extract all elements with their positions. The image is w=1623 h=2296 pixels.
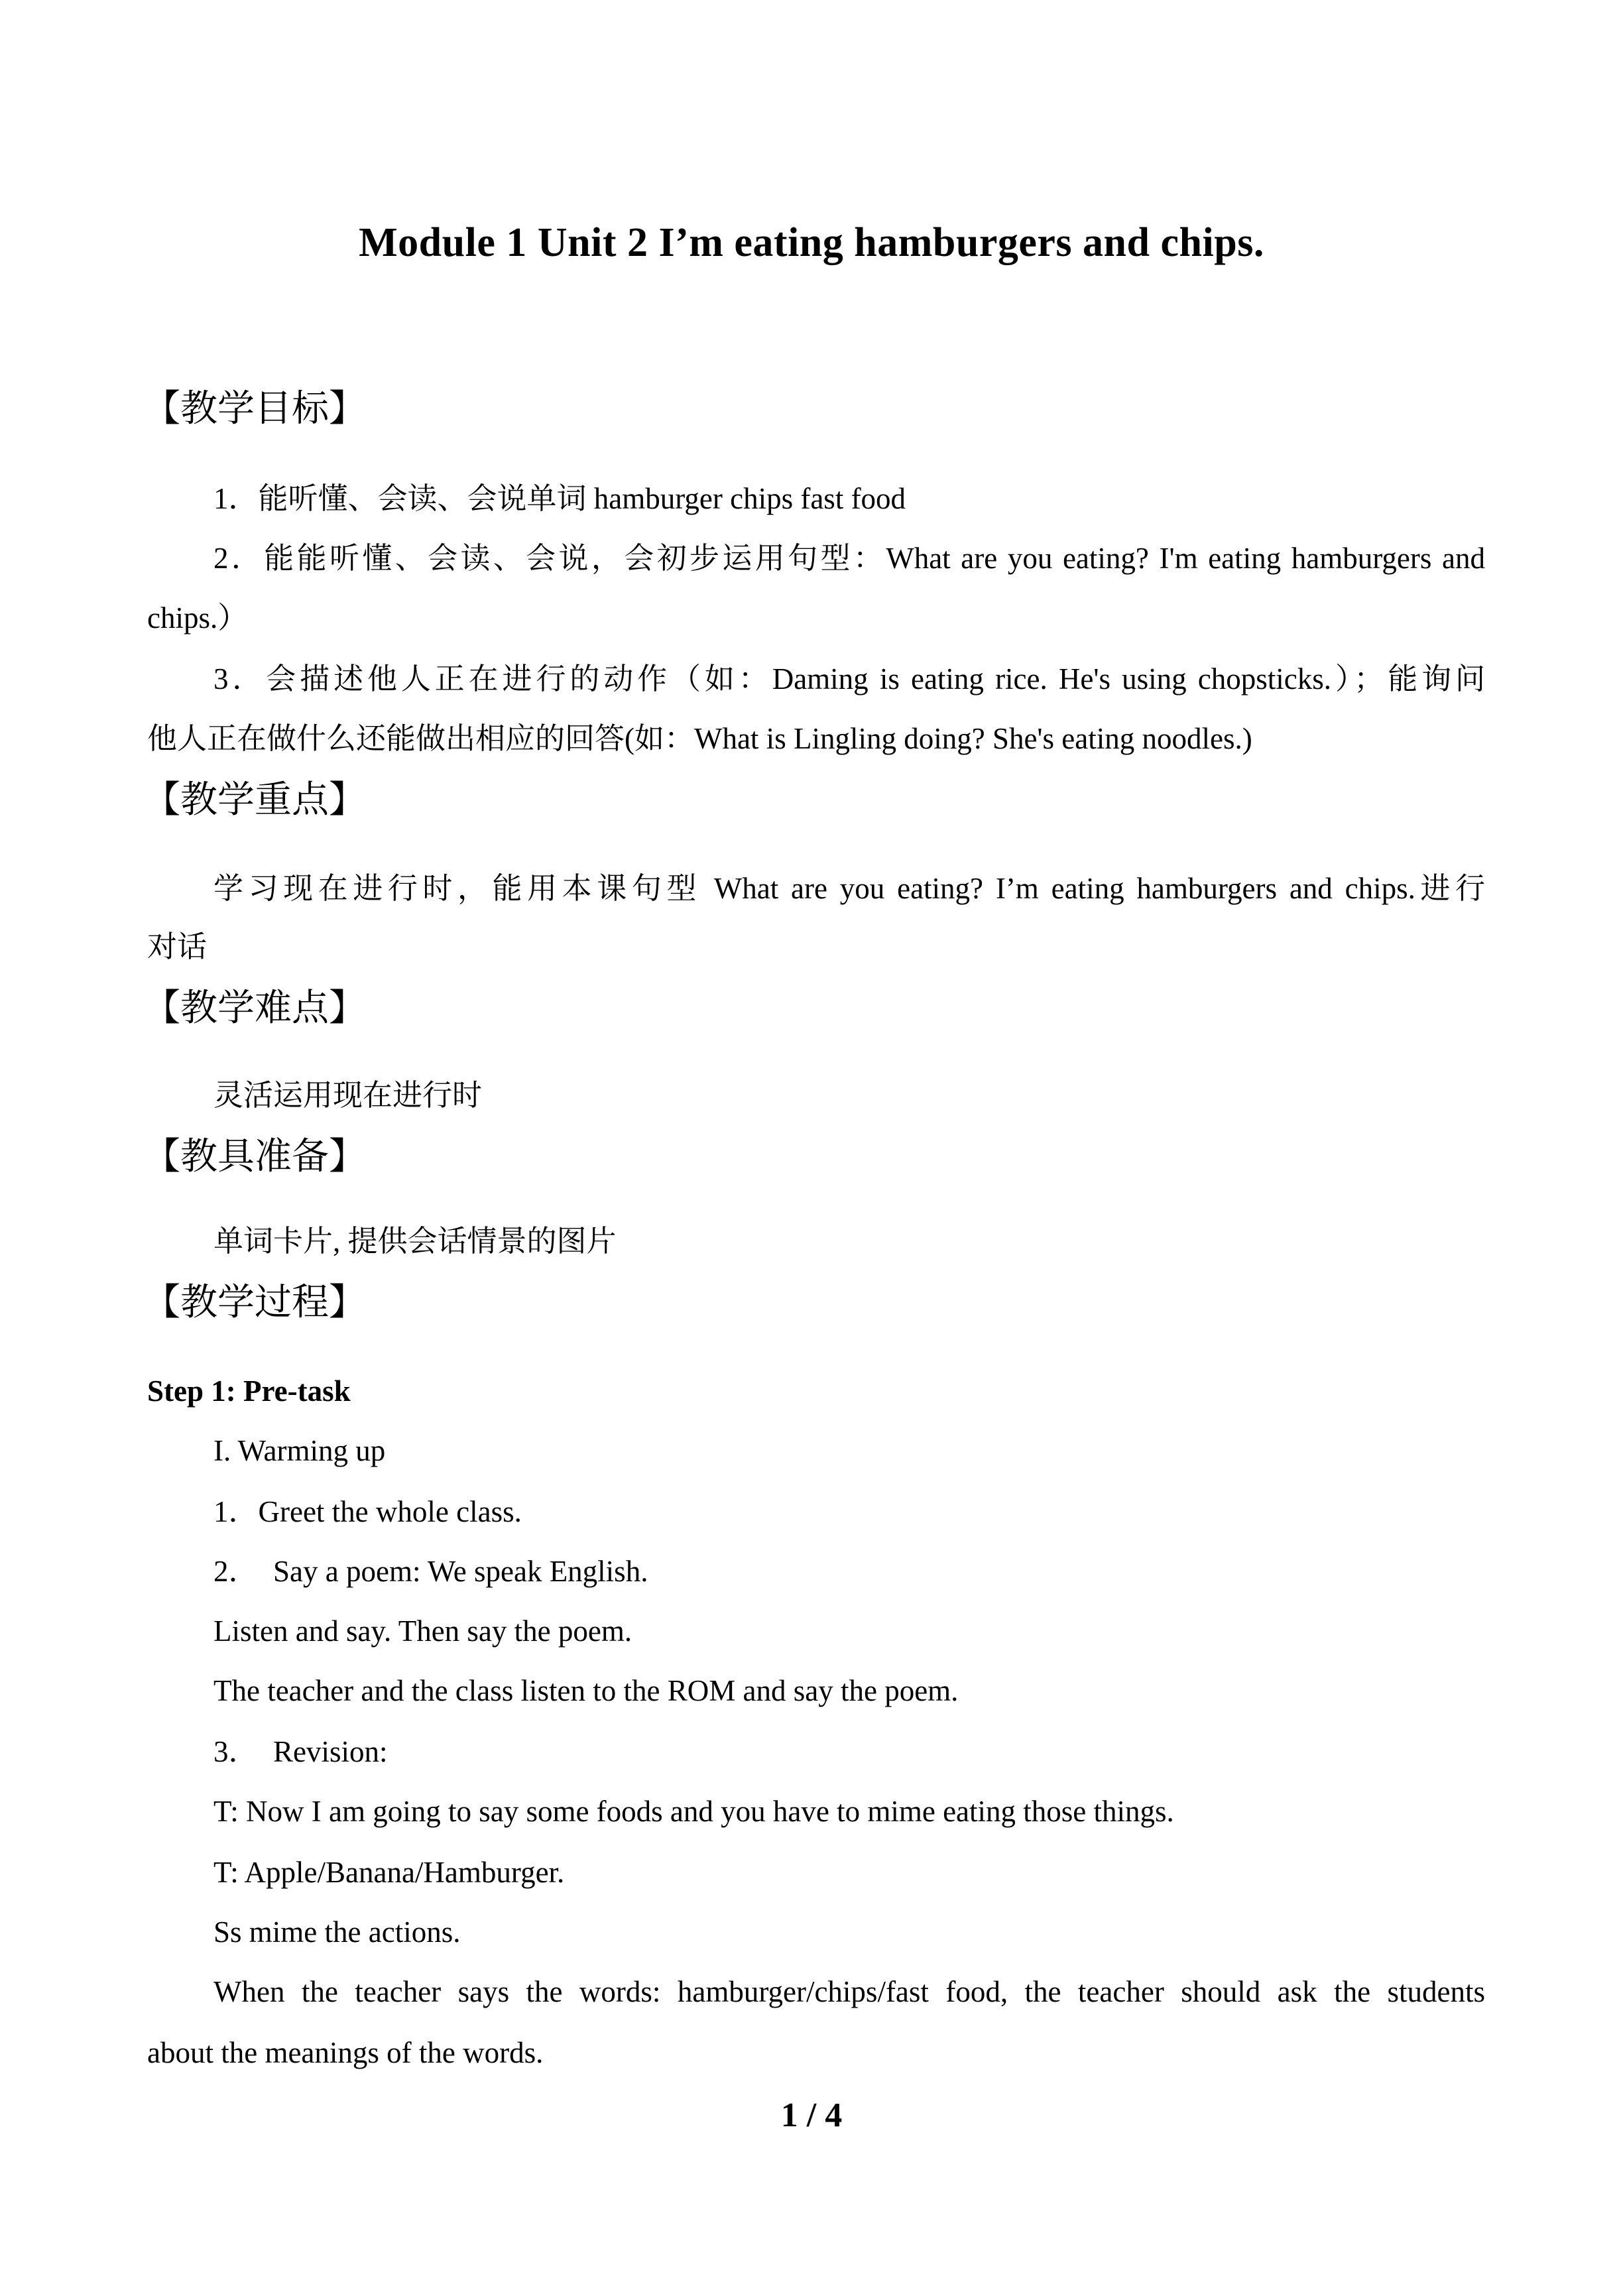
objective-item-1: 1．能听懂、会读、会说单词 hamburger chips fast food (213, 482, 906, 515)
materials-text: 单词卡片, 提供会话情景的图片 (213, 1225, 617, 1258)
page-number: 1 / 4 (780, 2096, 843, 2134)
objective-item-3: 3．会描述他人正在进行的动作（如：Daming is eating rice. He's using chopsticks.）；能询问 (213, 662, 1485, 695)
objective-item-2-continued: chips.） (147, 601, 248, 634)
heading-key-points: 【教学重点】 (143, 778, 366, 821)
heading-objectives: 【教学目标】 (143, 387, 366, 430)
process-line: 2． Say a poem: We speak English. (213, 1555, 648, 1588)
process-line: Listen and say. Then say the poem. (213, 1614, 632, 1648)
heading-materials: 【教具准备】 (143, 1135, 366, 1178)
heading-process: 【教学过程】 (143, 1281, 366, 1324)
process-line: 3． Revision: (213, 1735, 388, 1768)
process-line: The teacher and the class listen to the ROM and say the poem. (213, 1674, 959, 1707)
key-points-text-continued: 对话 (147, 930, 208, 963)
process-line: When the teacher says the words: hamburger/chips/fast food, the teacher should ask the students (213, 1975, 1485, 2008)
process-line: Ss mime the actions. (213, 1915, 461, 1949)
process-line: about the meanings of the words. (147, 2036, 544, 2069)
objective-item-2: 2．能能听懂、会读、会说，会初步运用句型：What are you eating? I'm eating hamburgers and (213, 542, 1485, 575)
objective-item-3-continued: 他人正在做什么还能做出相应的回答(如：What is Lingling doing? She's eating noodles.) (147, 722, 1252, 755)
key-points-text: 学习现在进行时，能用本课句型 What are you eating? I’m eating hamburgers and chips.进行 (213, 872, 1485, 905)
process-line: 1．Greet the whole class. (213, 1495, 522, 1528)
heading-difficulties: 【教学难点】 (143, 987, 366, 1030)
process-line: I. Warming up (213, 1434, 386, 1467)
process-line: T: Apple/Banana/Hamburger. (213, 1856, 565, 1889)
step-1-title: Step 1: Pre-task (147, 1374, 351, 1408)
process-line: T: Now I am going to say some foods and you have to mime eating those things. (213, 1795, 1174, 1828)
document-title: Module 1 Unit 2 I’m eating hamburgers and chips. (359, 220, 1264, 265)
difficulties-text: 灵活运用现在进行时 (213, 1079, 483, 1112)
